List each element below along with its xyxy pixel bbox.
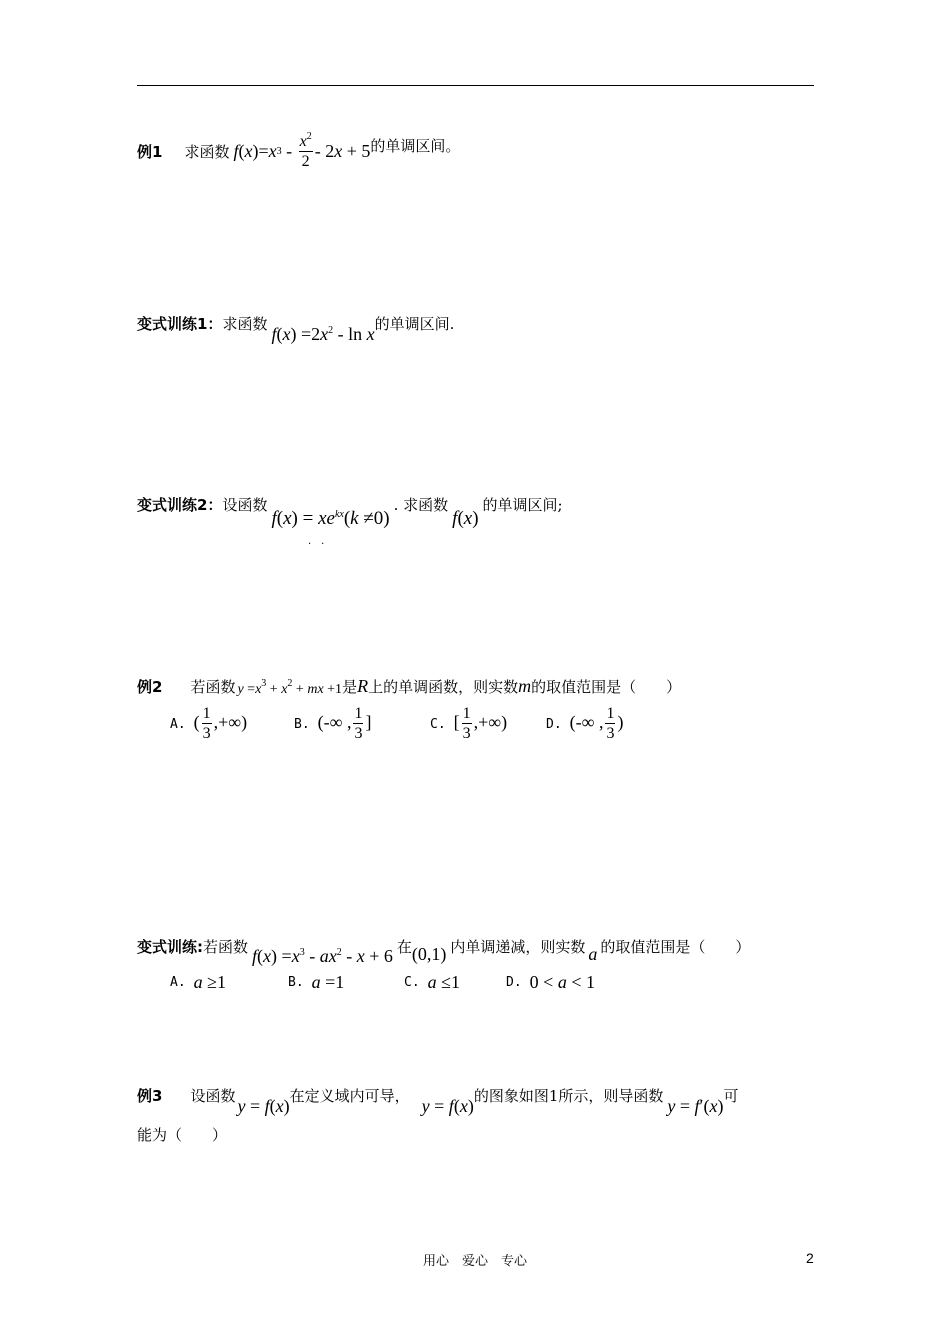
- variant-1-formula: $f(x) =2x^2 - \ln x$: [271, 324, 375, 344]
- variant-2-text: 设函数: [222, 495, 268, 514]
- variant-3-option-b: B. a =1: [288, 972, 345, 992]
- example-2-option-d: D. (-∞ , $\frac{1}{3}$ ): [546, 705, 624, 742]
- example-2: [137, 674, 681, 698]
- variant-3-text-4: 的取值范围是（ ）: [600, 938, 751, 956]
- example-2-option-a: A. ( $\frac{1}{3}$ ,+∞): [170, 705, 248, 742]
- stray-marks: · ·: [308, 539, 325, 550]
- example-1-formula: f ( x )= x 3 - $\frac{x^2}{2}$ - 2 x + 5: [233, 131, 371, 170]
- variant-3-text-3: 内单调递减，则实数: [450, 938, 586, 956]
- variant-2-mid: . 求函数: [393, 495, 449, 514]
- example-1-text: 求函数: [184, 142, 230, 161]
- variant-1-label: 变式训练1：: [137, 315, 223, 333]
- example-2-m: m: [518, 675, 532, 696]
- example-2-text-4: 的取值范围是（ ）: [531, 677, 682, 696]
- example-3-f3: y = f′(x): [667, 1096, 724, 1116]
- variant-1: [137, 302, 454, 345]
- example-1-text-after: 的单调区间。: [370, 136, 461, 155]
- example-3-label: 例3: [137, 1087, 163, 1105]
- page-number: 2: [806, 1250, 814, 1266]
- variant-3-interval: (0,1): [411, 944, 447, 964]
- example-2-formula: $y =x^3 + x^2$ + mx +1: [237, 678, 343, 697]
- variant-3-text-1: 若函数: [203, 938, 249, 956]
- example-3-f2: y = f(x): [421, 1096, 474, 1116]
- example-2-option-b: B. (-∞ , $\frac{1}{3}$ ]: [294, 705, 372, 742]
- variant-2-label: 变式训练2：: [137, 495, 223, 514]
- variant-2-formula: $f(x) = xe^{kx}(k \ne 0)$: [271, 508, 390, 529]
- example-3-text-4: 可: [723, 1087, 739, 1105]
- example-3-text-5: 能为（ ）: [137, 1126, 228, 1144]
- variant-3-option-c: C. a ≤1: [404, 972, 461, 992]
- variant-2-formula-2: f(x): [452, 508, 479, 529]
- example-2-text-3: 上的单调函数，则实数: [368, 677, 519, 696]
- variant-3: [137, 926, 750, 967]
- example-1: [137, 132, 460, 170]
- variant-3-text-2: 在: [396, 938, 412, 956]
- example-2-text-1: 若函数: [190, 677, 236, 696]
- variant-1-text: 求函数: [222, 315, 268, 333]
- example-3-text-2: 在定义域内可导，: [289, 1087, 410, 1105]
- variant-2-text-after: 的单调区间;: [482, 495, 563, 514]
- example-2-label: 例2: [137, 677, 163, 696]
- variant-3-label: 变式训练:: [137, 938, 203, 956]
- example-2-option-c: C. [ $\frac{1}{3}$ ,+∞): [430, 705, 508, 742]
- variant-3-formula: $f(x) =x^3 - ax^2 - x + 6$: [252, 946, 393, 966]
- footer-text: 用心 爱心 专心: [422, 1254, 527, 1269]
- example-3-line-2: [137, 1124, 227, 1145]
- example-2-R: R: [357, 675, 369, 696]
- header-rule: [137, 85, 814, 86]
- example-1-label: 例1: [137, 142, 163, 161]
- variant-2: [137, 478, 563, 530]
- example-3-text-3: 的图象如图1所示，则导函数: [473, 1087, 664, 1105]
- example-3: [137, 1074, 738, 1117]
- variant-1-text-after: 的单调区间.: [374, 315, 455, 333]
- variant-3-option-d: D. 0 < a < 1: [506, 972, 595, 992]
- variant-3-option-a: A. a ≥1: [170, 972, 227, 992]
- example-3-text-1: 设函数: [190, 1087, 236, 1105]
- example-3-f1: y = f(x): [237, 1096, 290, 1116]
- example-2-text-2: 是: [342, 677, 358, 696]
- variant-3-a: a: [588, 944, 598, 964]
